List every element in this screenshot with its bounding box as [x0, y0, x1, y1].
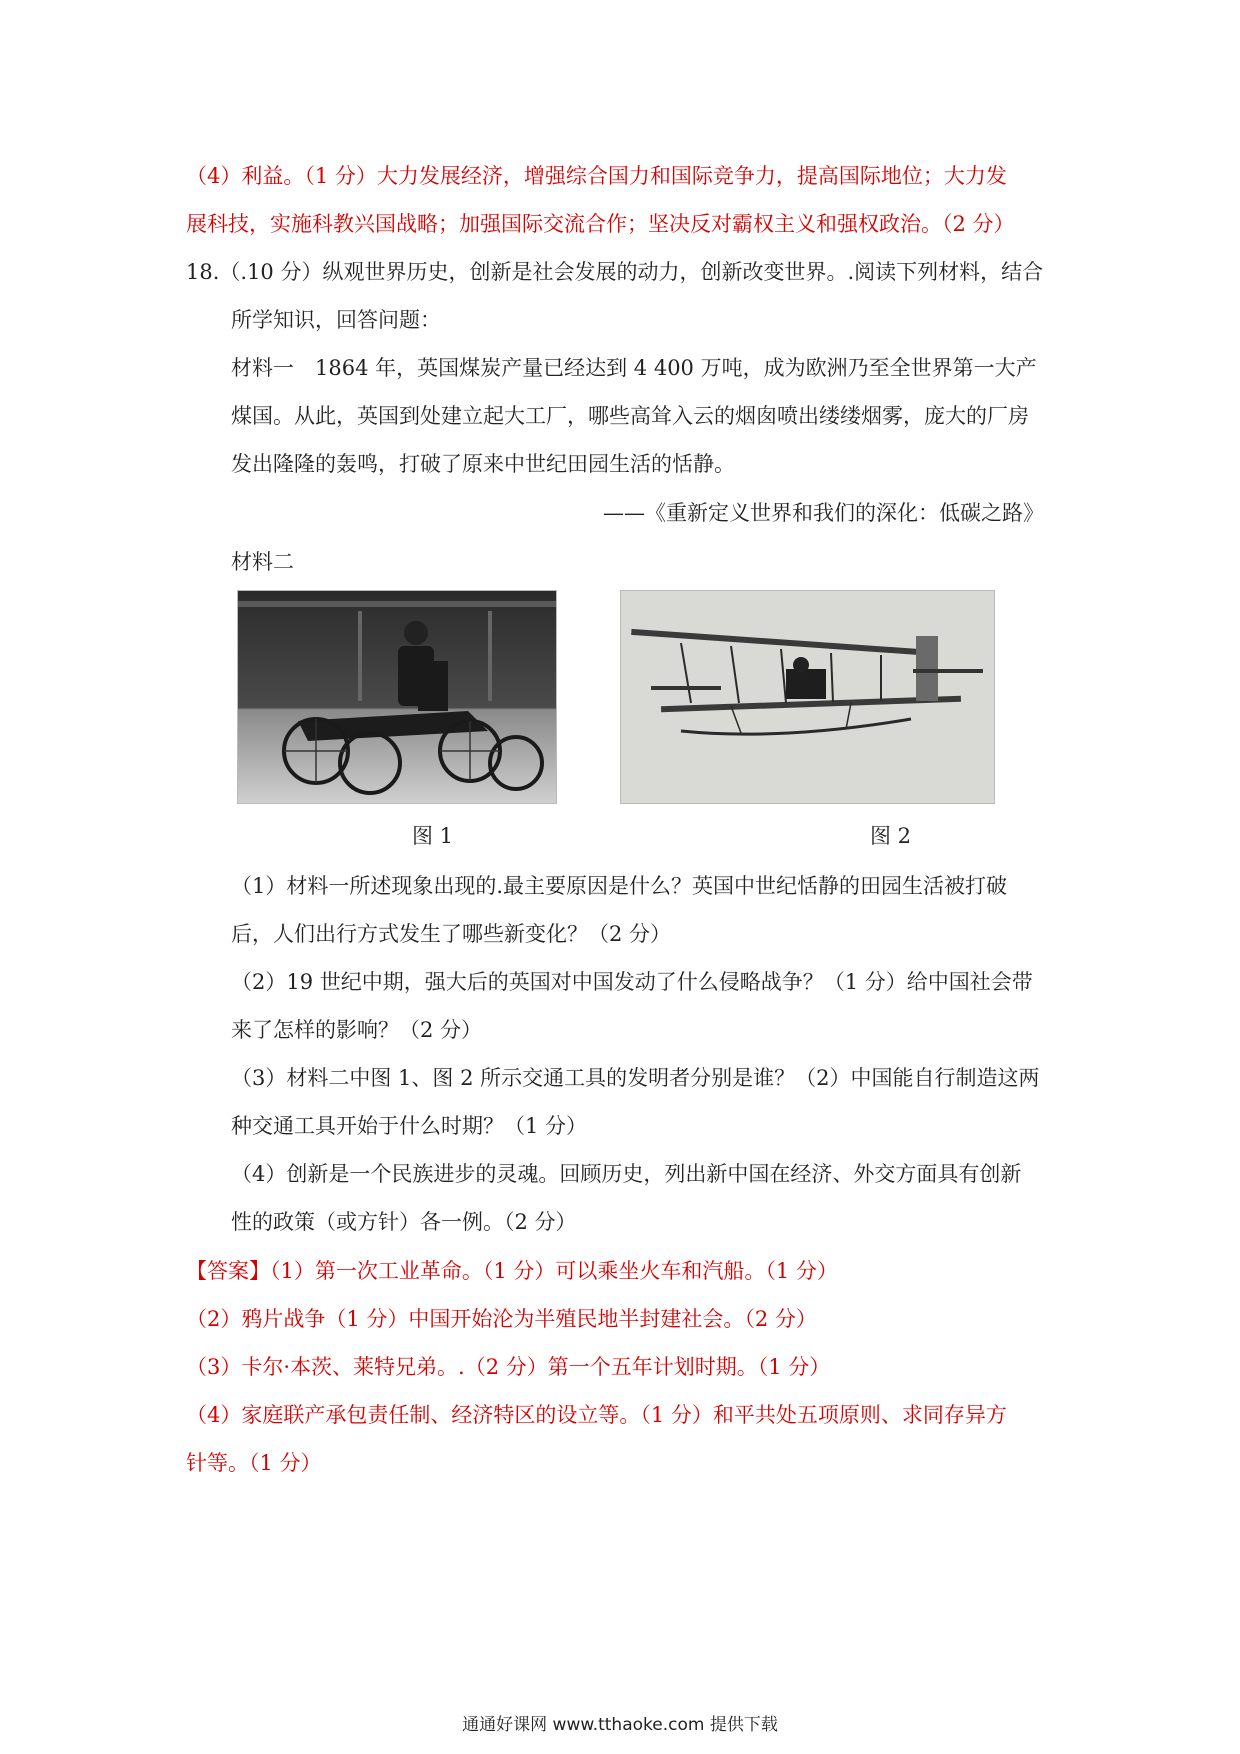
- material1-source: ——《重新定义世界和我们的深化：低碳之路》: [603, 501, 1044, 525]
- subquestion-3-line-1: （3）材料二中图 1、图 2 所示交通工具的发明者分别是谁？（2）中国能自行制造这两: [231, 1066, 1040, 1090]
- answer-line-2: （2）鸦片战争（1 分）中国开始沦为半殖民地半封建社会。（2 分）: [186, 1307, 817, 1331]
- footer-credit: 通通好课网 www.tthaoke.com 提供下载: [462, 1715, 778, 1735]
- answer-label: 【答案】: [186, 1259, 270, 1283]
- figure2-photo-airplane: [620, 590, 995, 804]
- subquestion-4-line-2: 性的政策（或方针）各一例。（2 分）: [231, 1210, 577, 1234]
- prev-answer-line-1: （4）利益。（1 分）大力发展经济，增强综合国力和国际竞争力，提高国际地位；大力发: [186, 164, 1007, 188]
- figure1-photo-car: [237, 590, 557, 804]
- figure2-caption: 图 2: [870, 824, 912, 848]
- subquestion-1-line-2: 后，人们出行方式发生了哪些新变化？（2 分）: [231, 922, 672, 946]
- subquestion-2-line-2: 来了怎样的影响？（2 分）: [231, 1018, 483, 1042]
- subquestion-3-line-2: 种交通工具开始于什么时期？（1 分）: [231, 1114, 588, 1138]
- subquestion-2-line-1: （2）19 世纪中期，强大后的英国对中国发动了什么侵略战争？（1 分）给中国社会带: [231, 970, 1033, 994]
- material2-label: 材料二: [231, 550, 294, 574]
- subquestion-4-line-1: （4）创新是一个民族进步的灵魂。回顾历史，列出新中国在经济、外交方面具有创新: [231, 1162, 1022, 1186]
- question-intro-line-2: 所学知识，回答问题：: [231, 308, 441, 332]
- material1-line-1: 材料一 1864 年，英国煤炭产量已经达到 4 400 万吨，成为欧洲乃至全世界第一大产: [231, 356, 1037, 380]
- answer-line-3: （3）卡尔·本茨、莱特兄弟。.（2 分）第一个五年计划时期。（1 分）: [186, 1355, 831, 1379]
- answer-line-1: [186, 1257, 838, 1285]
- answer-line-5: 针等。（1 分）: [186, 1451, 322, 1475]
- answer-line-4: （4）家庭联产承包责任制、经济特区的设立等。（1 分）和平共处五项原则、求同存异方: [186, 1403, 1007, 1427]
- prev-answer-line-2: 展科技，实施科教兴国战略；加强国际交流合作；坚决反对霸权主义和强权政治。（2 分）: [186, 212, 1015, 236]
- figure1-caption: 图 1: [412, 824, 454, 848]
- material1-line-2: 煤国。从此，英国到处建立起大工厂，哪些高耸入云的烟囱喷出缕缕烟雾，庞大的厂房: [231, 404, 1029, 428]
- question-intro-line-1: 18.（.10 分）纵观世界历史，创新是社会发展的动力，创新改变世界。.阅读下列材料，结合: [186, 260, 1044, 284]
- answer-1-text: （1）第一次工业革命。（1 分）可以乘坐火车和汽船。（1 分）: [270, 1259, 838, 1283]
- subquestion-1-line-1: （1）材料一所述现象出现的.最主要原因是什么？英国中世纪恬静的田园生活被打破: [231, 874, 1008, 898]
- material1-line-3: 发出隆隆的轰鸣，打破了原来中世纪田园生活的恬静。: [231, 452, 735, 476]
